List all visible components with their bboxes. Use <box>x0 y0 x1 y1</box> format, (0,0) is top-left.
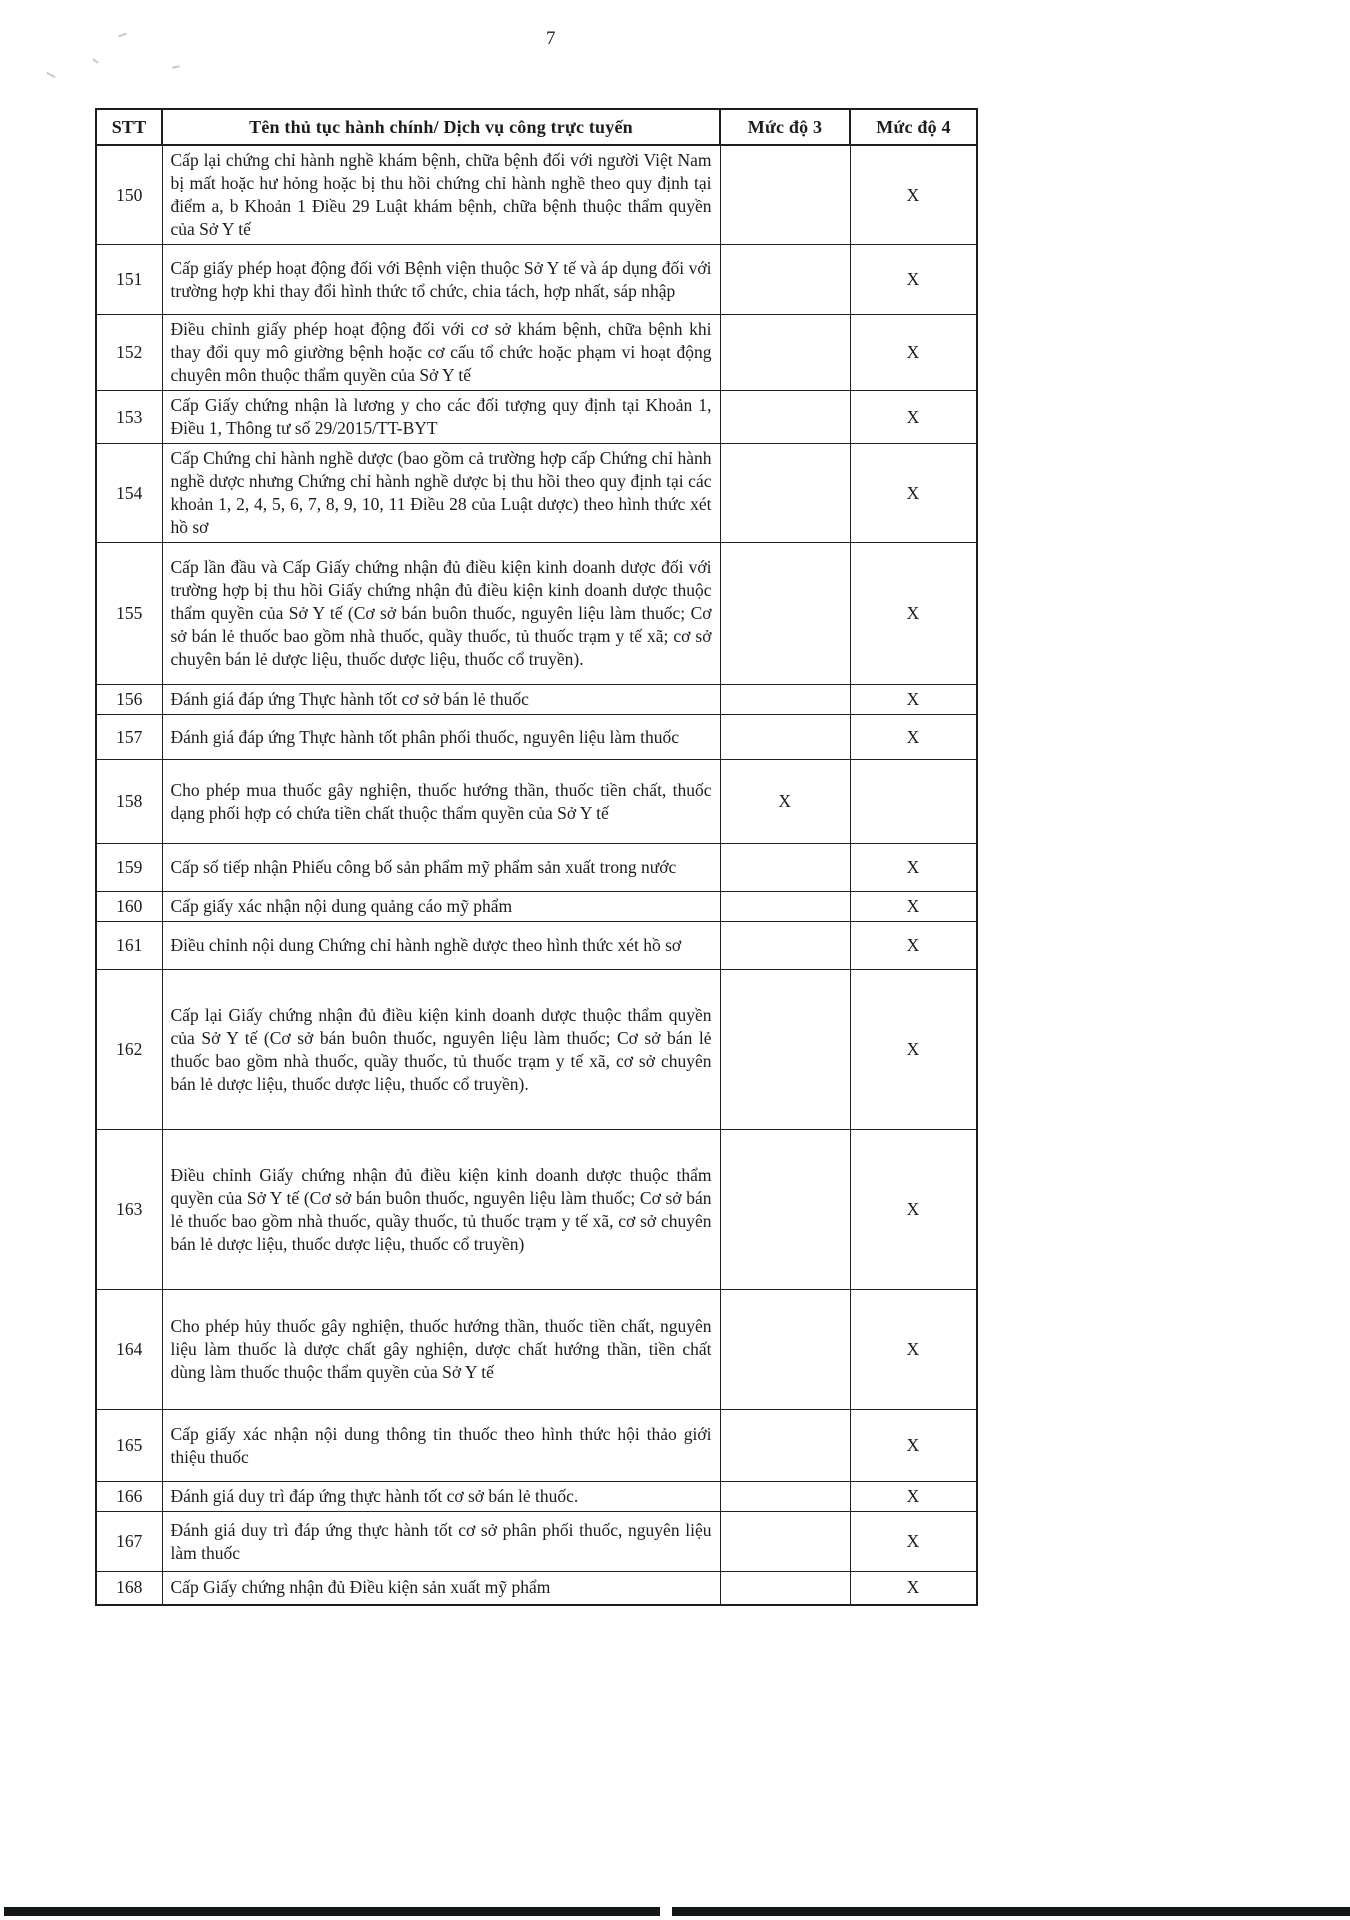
level3-cell <box>720 543 850 685</box>
level4-cell: X <box>850 1572 977 1605</box>
level4-cell: X <box>850 970 977 1130</box>
table-row <box>96 1512 977 1572</box>
procedure-name-cell: Đánh giá đáp ứng Thực hành tốt phân phối thuốc, nguyên liệu làm thuốc <box>162 715 720 760</box>
level3-cell <box>720 922 850 970</box>
table-row <box>96 245 977 315</box>
table-row <box>96 892 977 922</box>
procedure-name-cell: Cấp số tiếp nhận Phiếu công bố sản phẩm mỹ phẩm sản xuất trong nước <box>162 844 720 892</box>
level4-cell: X <box>850 685 977 715</box>
pencil-scan-mark <box>118 33 127 38</box>
row-number-cell: 155 <box>96 543 162 685</box>
table-row <box>96 715 977 760</box>
procedure-name-cell: Cấp Chứng chỉ hành nghề dược (bao gồm cả trường hợp cấp Chứng chỉ hành nghề dược nhưng Chứng chỉ hành nghề dược bị thu hồi theo quy định tại các khoản 1, 2, 4, 5, 6, 7, 8, 9, 10, 11 Điều 28 của Luật dược) theo hình thức xét hồ sơ <box>162 444 720 543</box>
row-number-cell: 158 <box>96 760 162 844</box>
procedure-name-cell: Cấp lại Giấy chứng nhận đủ điều kiện kinh doanh dược thuộc thẩm quyền của Sở Y tế (Cơ sở bán buôn thuốc, nguyên liệu làm thuốc; Cơ sở bán lẻ thuốc bao gồm nhà thuốc, quầy thuốc, tủ thuốc trạm y tế xã, cơ sở chuyên bán lẻ dược liệu, thuốc dược liệu, thuốc cổ truyền). <box>162 970 720 1130</box>
level3-cell <box>720 1410 850 1482</box>
table-row <box>96 844 977 892</box>
level4-cell: X <box>850 543 977 685</box>
row-number-cell: 164 <box>96 1290 162 1410</box>
row-number-cell: 163 <box>96 1130 162 1290</box>
table-row <box>96 760 977 844</box>
procedure-name-cell: Đánh giá đáp ứng Thực hành tốt cơ sở bán lẻ thuốc <box>162 685 720 715</box>
pencil-scan-mark <box>92 58 99 64</box>
table-header-row <box>96 109 977 145</box>
level4-cell: X <box>850 444 977 543</box>
row-number-cell: 160 <box>96 892 162 922</box>
level3-cell <box>720 1572 850 1605</box>
page-number: 7 <box>546 28 556 49</box>
level3-cell <box>720 970 850 1130</box>
table-row <box>96 1572 977 1605</box>
procedure-name-cell: Điều chỉnh giấy phép hoạt động đối với cơ sở khám bệnh, chữa bệnh khi thay đổi quy mô giường bệnh hoặc cơ cấu tổ chức hoặc phạm vi hoạt động chuyên môn thuộc thẩm quyền của Sở Y tế <box>162 315 720 391</box>
level3-cell <box>720 1512 850 1572</box>
table-row <box>96 444 977 543</box>
procedure-name-cell: Cấp Giấy chứng nhận đủ Điều kiện sản xuất mỹ phẩm <box>162 1572 720 1605</box>
level3-cell <box>720 245 850 315</box>
level4-cell: X <box>850 145 977 245</box>
row-number-cell: 165 <box>96 1410 162 1482</box>
row-number-cell: 151 <box>96 245 162 315</box>
column-header-stt: STT <box>96 109 162 145</box>
table-row <box>96 145 977 245</box>
level4-cell: X <box>850 922 977 970</box>
row-number-cell: 157 <box>96 715 162 760</box>
procedure-name-cell: Cấp giấy phép hoạt động đối với Bệnh viện thuộc Sở Y tế và áp dụng đối với trường hợp khi thay đổi hình thức tổ chức, chia tách, hợp nhất, sáp nhập <box>162 245 720 315</box>
level4-cell: X <box>850 892 977 922</box>
row-number-cell: 154 <box>96 444 162 543</box>
procedure-name-cell: Đánh giá duy trì đáp ứng thực hành tốt cơ sở bán lẻ thuốc. <box>162 1482 720 1512</box>
level3-cell <box>720 1130 850 1290</box>
row-number-cell: 166 <box>96 1482 162 1512</box>
row-number-cell: 153 <box>96 391 162 444</box>
column-header-level4: Mức độ 4 <box>850 109 977 145</box>
table-row <box>96 970 977 1130</box>
row-number-cell: 162 <box>96 970 162 1130</box>
level4-cell: X <box>850 315 977 391</box>
level3-cell <box>720 315 850 391</box>
level3-cell <box>720 892 850 922</box>
procedure-name-cell: Cấp lại chứng chỉ hành nghề khám bệnh, chữa bệnh đối với người Việt Nam bị mất hoặc hư hỏng hoặc bị thu hồi chứng chỉ hành nghề theo quy định tại điểm a, b Khoản 1 Điều 29 Luật khám bệnh, chữa bệnh thuộc thẩm quyền của Sở Y tế <box>162 145 720 245</box>
table-row <box>96 922 977 970</box>
procedure-name-cell: Cho phép mua thuốc gây nghiện, thuốc hướng thần, thuốc tiền chất, thuốc dạng phối hợp có chứa tiền chất thuộc thẩm quyền của Sở Y tế <box>162 760 720 844</box>
procedures-table <box>95 108 978 1606</box>
procedure-name-cell: Cho phép hủy thuốc gây nghiện, thuốc hướng thần, thuốc tiền chất, nguyên liệu làm thuốc là dược chất gây nghiện, dược chất hướng thần, tiền chất dùng làm thuốc thuộc thẩm quyền của Sở Y tế <box>162 1290 720 1410</box>
procedure-name-cell: Cấp Giấy chứng nhận là lương y cho các đối tượng quy định tại Khoản 1, Điều 1, Thông tư số 29/2015/TT-BYT <box>162 391 720 444</box>
pencil-scan-mark <box>172 65 180 69</box>
level4-cell <box>850 760 977 844</box>
row-number-cell: 167 <box>96 1512 162 1572</box>
procedure-name-cell: Điều chỉnh Giấy chứng nhận đủ điều kiện kinh doanh dược thuộc thẩm quyền của Sở Y tế (Cơ sở bán buôn thuốc, nguyên liệu làm thuốc; Cơ sở bán lẻ thuốc bao gồm nhà thuốc, quầy thuốc, tủ thuốc trạm y tế xã, cơ sở chuyên bán lẻ dược liệu, thuốc dược liệu, thuốc cổ truyền) <box>162 1130 720 1290</box>
table-row <box>96 685 977 715</box>
procedure-name-cell: Cấp giấy xác nhận nội dung quảng cáo mỹ phẩm <box>162 892 720 922</box>
level3-cell <box>720 145 850 245</box>
level3-cell <box>720 444 850 543</box>
level4-cell: X <box>850 1482 977 1512</box>
level3-cell <box>720 715 850 760</box>
level3-cell: X <box>720 760 850 844</box>
level4-cell: X <box>850 391 977 444</box>
level3-cell <box>720 844 850 892</box>
level4-cell: X <box>850 1130 977 1290</box>
row-number-cell: 152 <box>96 315 162 391</box>
procedure-name-cell: Đánh giá duy trì đáp ứng thực hành tốt cơ sở phân phối thuốc, nguyên liệu làm thuốc <box>162 1512 720 1572</box>
table-row <box>96 1482 977 1512</box>
table-row <box>96 315 977 391</box>
scan-artifact-bar <box>4 1907 660 1916</box>
level4-cell: X <box>850 715 977 760</box>
procedure-name-cell: Cấp giấy xác nhận nội dung thông tin thuốc theo hình thức hội thảo giới thiệu thuốc <box>162 1410 720 1482</box>
level4-cell: X <box>850 1290 977 1410</box>
row-number-cell: 168 <box>96 1572 162 1605</box>
level3-cell <box>720 391 850 444</box>
table-row <box>96 543 977 685</box>
level4-cell: X <box>850 1410 977 1482</box>
level4-cell: X <box>850 1512 977 1572</box>
level3-cell <box>720 1482 850 1512</box>
level4-cell: X <box>850 245 977 315</box>
level3-cell <box>720 1290 850 1410</box>
procedure-name-cell: Điều chỉnh nội dung Chứng chỉ hành nghề dược theo hình thức xét hồ sơ <box>162 922 720 970</box>
level3-cell <box>720 685 850 715</box>
scan-artifact-bar <box>672 1907 1350 1916</box>
pencil-scan-mark <box>46 72 56 78</box>
column-header-level3: Mức độ 3 <box>720 109 850 145</box>
row-number-cell: 159 <box>96 844 162 892</box>
table-row <box>96 391 977 444</box>
table-row <box>96 1410 977 1482</box>
table-row <box>96 1290 977 1410</box>
row-number-cell: 156 <box>96 685 162 715</box>
procedure-name-cell: Cấp lần đầu và Cấp Giấy chứng nhận đủ điều kiện kinh doanh dược đối với trường hợp bị thu hồi Giấy chứng nhận đủ điều kiện kinh doanh dược thuộc thẩm quyền của Sở Y tế (Cơ sở bán buôn thuốc, nguyên liệu làm thuốc; Cơ sở bán lẻ thuốc bao gồm nhà thuốc, quầy thuốc, tủ thuốc trạm y tế xã; cơ sở chuyên bán lẻ dược liệu, thuốc dược liệu, thuốc cổ truyền). <box>162 543 720 685</box>
row-number-cell: 161 <box>96 922 162 970</box>
table-row <box>96 1130 977 1290</box>
column-header-procedure-name: Tên thủ tục hành chính/ Dịch vụ công trực tuyến <box>162 109 720 145</box>
level4-cell: X <box>850 844 977 892</box>
row-number-cell: 150 <box>96 145 162 245</box>
